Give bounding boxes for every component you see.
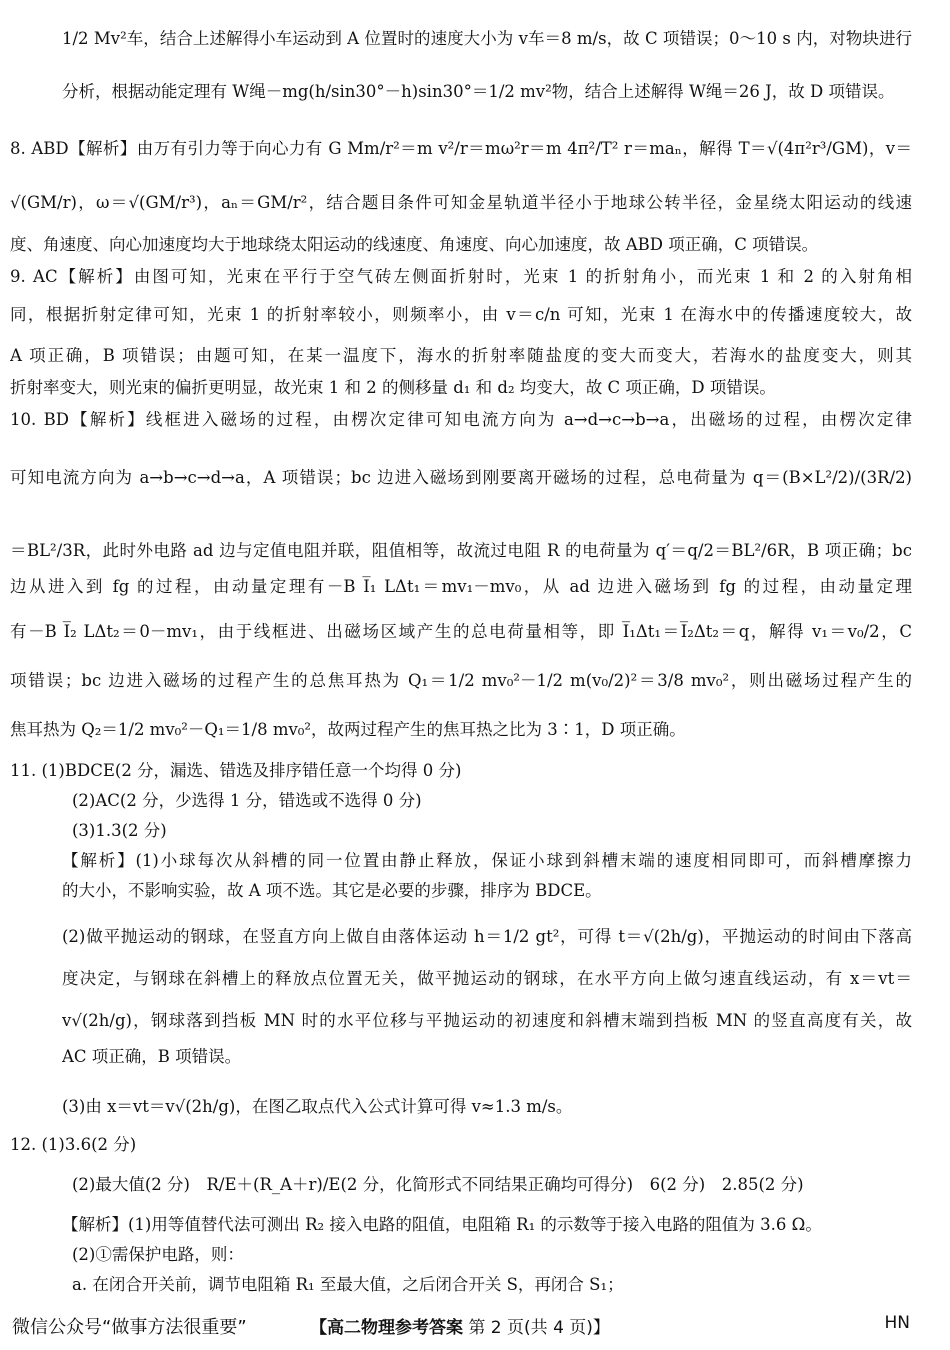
text-line: (2)做平抛运动的钢球，在竖直方向上做自由落体运动 h＝1/2 gt²，可得 t＝√(2h/g)，平抛运动的时间由下落高 (62, 927, 912, 946)
page-footer (0, 1313, 950, 1341)
text-line: A 项正确，B 项错误；由题可知，在某一温度下，海水的折射率随盐度的变大而变大，若海水的盐度变大，则其 (10, 346, 912, 365)
text-line: 折射率变大，则光束的偏折更明显，故光束 1 和 2 的侧移量 d₁ 和 d₂ 均变大，故 C 项正确，D 项错误。 (10, 378, 776, 397)
text-line: a. 在闭合开关前，调节电阻箱 R₁ 至最大值，之后闭合开关 S，再闭合 S₁； (72, 1275, 624, 1294)
text-line: 焦耳热为 Q₂＝1/2 mv₀²－Q₁＝1/8 mv₀²，故两过程产生的焦耳热之比为 3∶1，D 项正确。 (10, 720, 686, 739)
text-line: (2)①需保护电路，则： (72, 1245, 244, 1264)
text-line: 度决定，与钢球在斜槽上的释放点位置无关，做平抛运动的钢球，在水平方向上做匀速直线运动，有 x＝vt＝ (62, 969, 912, 988)
text-line: 12. (1)3.6(2 分) (10, 1135, 137, 1154)
text-line: 11. (1)BDCE(2 分，漏选、错选及排序错任意一个均得 0 分) (10, 761, 462, 780)
text-line: 可知电流方向为 a→b→c→d→a，A 项错误；bc 边进入磁场到刚要离开磁场的过程，总电荷量为 q＝(B×L²/2)/(3R/2) (10, 468, 912, 487)
text-line: 度、角速度、向心加速度均大于地球绕太阳运动的线速度、角速度、向心加速度，故 ABD 项正确，C 项错误。 (10, 235, 819, 254)
text-line: 同，根据折射定律可知，光束 1 的折射率较小，则频率小，由 v＝c/n 可知，光束 1 在海水中的传播速度较大，故 (10, 305, 912, 324)
wechat-watermark: 微信公众号“做事方法很重要” (12, 1317, 247, 1338)
text-line: 分析，根据动能定理有 W绳－mg(h/sin30°－h)sin30°＝1/2 mv²物，结合上述解得 W绳＝26 J，故 D 项错误。 (62, 82, 895, 101)
footer-title: 【高二物理参考答案 (310, 1318, 463, 1338)
text-line: 1/2 Mv²车，结合上述解得小车运动到 A 位置时的速度大小为 v车＝8 m/s，故 C 项错误；0～10 s 内，对物块进行 (62, 29, 912, 48)
text-line: (2)最大值(2 分) R/E＋(R_A＋r)/E(2 分，化简形式不同结果正确均可得分) 6(2 分) 2.85(2 分) (72, 1175, 804, 1194)
text-line: (3)1.3(2 分) (72, 821, 167, 840)
text-line: (3)由 x＝vt＝v√(2h/g)，在图乙取点代入公式计算可得 v≈1.3 m/s。 (62, 1097, 573, 1116)
text-line: 10. BD【解析】线框进入磁场的过程，由楞次定律可知电流方向为 a→d→c→b→a，出磁场的过程，由楞次定律 (10, 410, 912, 429)
text-line: 边从进入到 fg 的过程，由动量定理有－B I̅₁ LΔt₁＝mv₁－mv₀，从 ad 边进入磁场到 fg 的过程，由动量定理 (10, 577, 912, 596)
page-number: 第 2 页(共 4 页)】 (468, 1318, 610, 1338)
text-line: AC 项正确，B 项错误。 (62, 1047, 242, 1066)
text-line: (2)AC(2 分，少选得 1 分，错选或不选得 0 分) (72, 791, 422, 810)
footer-title-group (310, 1313, 610, 1338)
text-line: 的大小，不影响实验，故 A 项不选。其它是必要的步骤，排序为 BDCE。 (62, 881, 602, 900)
text-line: v√(2h/g)，钢球落到挡板 MN 时的水平位移与平抛运动的初速度和斜槽末端到挡板 MN 的竖直高度有关，故 (62, 1011, 912, 1030)
text-line: 项错误；bc 边进入磁场的过程产生的总焦耳热为 Q₁＝1/2 mv₀²－1/2 m(v₀/2)²＝3/8 mv₀²，则出磁场过程产生的 (10, 671, 912, 690)
text-line: 【解析】(1)小球每次从斜槽的同一位置由静止释放，保证小球到斜槽末端的速度相同即可，而斜槽摩擦力 (62, 851, 912, 870)
text-line: 9. AC【解析】由图可知，光束在平行于空气砖左侧面折射时，光束 1 的折射角小，而光束 1 和 2 的入射角相 (10, 267, 912, 286)
text-line: 【解析】(1)用等值替代法可测出 R₂ 接入电路的阻值，电阻箱 R₁ 的示数等于接入电路的阻值为 3.6 Ω。 (62, 1215, 822, 1234)
text-line: 8. ABD【解析】由万有引力等于向心力有 G Mm/r²＝m v²/r＝mω²r＝m 4π²/T² r＝maₙ，解得 T＝√(4π²r³/GM)，v＝ (10, 139, 912, 158)
text-line: 有－B I̅₂ LΔt₂＝0－mv₁，由于线框进、出磁场区域产生的总电荷量相等，即 I̅₁Δt₁＝I̅₂Δt₂＝q，解得 v₁＝v₀/2，C (10, 622, 912, 641)
region-code: HN (884, 1313, 910, 1333)
text-line: ＝BL²/3R，此时外电路 ad 边与定值电阻并联，阻值相等，故流过电阻 R 的电荷量为 q′＝q/2＝BL²/6R，B 项正确；bc (10, 541, 912, 560)
text-line: √(GM/r)，ω＝√(GM/r³)，aₙ＝GM/r²，结合题目条件可知金星轨道半径小于地球公转半径，金星绕太阳运动的线速 (10, 193, 912, 212)
